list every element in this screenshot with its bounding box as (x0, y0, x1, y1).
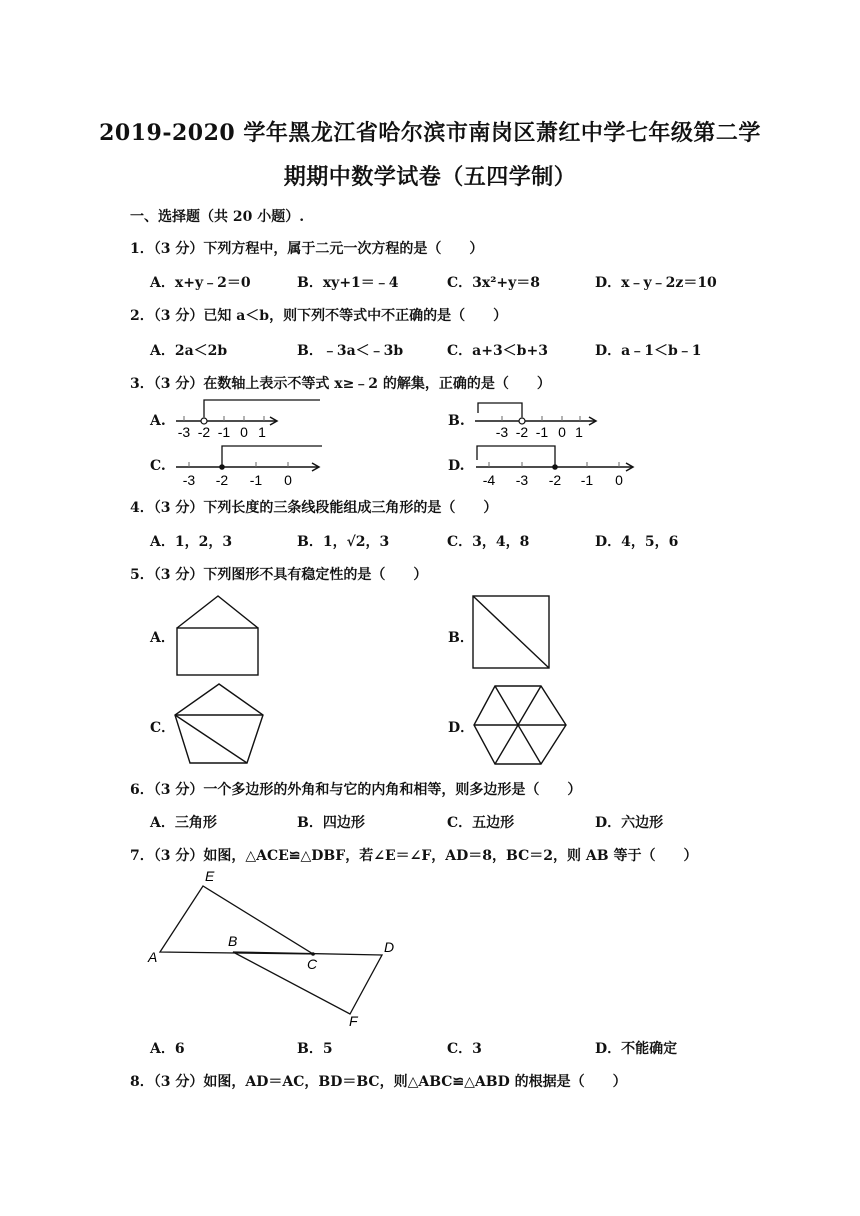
q3-option-d-letter: D. (448, 458, 465, 474)
section-heading: 一、选择题（共 20 小题）. (130, 209, 305, 225)
q7-option-c: C．3 (447, 1041, 482, 1057)
q3-option-b-letter: B. (448, 413, 465, 429)
q4-stem: 4．（3 分）下列长度的三条线段能组成三角形的是（ ） (130, 500, 498, 516)
q3-c-tick-label: 0 (284, 472, 292, 488)
q3-c-tick-label: -3 (182, 472, 196, 488)
q3-d-tick-label: -3 (515, 472, 529, 488)
q3-b-tick-label: -2 (515, 424, 529, 440)
q4-option-c: C．3，4，8 (447, 534, 530, 550)
q7-label-f: F (349, 1013, 358, 1029)
q2-stem: 2．（3 分）已知 a＜b，则下列不等式中不正确的是（ ） (130, 308, 508, 324)
q3-a-tick-label: 0 (240, 424, 248, 440)
q3-a-tick-label: -1 (217, 424, 231, 440)
q4-option-d: D．4，5，6 (595, 534, 679, 550)
q7-label-c: C (307, 956, 318, 972)
q3-b-tick-label: 0 (558, 424, 566, 440)
q7-label-d: D (384, 939, 395, 955)
q6-option-b: B．四边形 (297, 815, 365, 831)
q5-option-a-letter: A． (150, 630, 175, 646)
q6-option-d: D．六边形 (595, 815, 664, 831)
q7-option-b: B．5 (297, 1041, 333, 1057)
q1-option-c: C．3x²+y＝8 (447, 275, 540, 291)
q7-label-a: A (148, 949, 158, 965)
q3-a-tick-label: 1 (258, 424, 266, 440)
q2-option-b: B．﹣3a＜﹣3b (297, 343, 404, 359)
q3-b-tick-label: -1 (535, 424, 549, 440)
q6-stem: 6．（3 分）一个多边形的外角和与它的内角和相等，则多边形是（ ） (130, 782, 582, 798)
q1-option-a: A．x+y﹣2＝0 (150, 275, 251, 291)
q2-option-c: C．a+3＜b+3 (447, 343, 548, 359)
q1-stem: 1．（3 分）下列方程中，属于二元一次方程的是（ ） (130, 241, 484, 257)
q7-option-a: A．6 (150, 1041, 185, 1057)
q8-stem: 8．（3 分）如图，AD＝AC，BD＝BC，则△ABC≌△ABD 的根据是（ ） (130, 1074, 627, 1090)
q1-option-d: D．x﹣y﹣2z＝10 (595, 275, 717, 291)
q4-option-a: A．1，2，3 (150, 534, 233, 550)
q2-option-a: A．2a＜2b (150, 343, 228, 359)
q3-option-a-letter: A. (150, 413, 166, 429)
q5-option-b-letter: B． (448, 630, 474, 646)
q5-option-d-letter: D． (448, 720, 475, 736)
q5-stem: 5．（3 分）下列图形不具有稳定性的是（ ） (130, 567, 428, 583)
q6-option-c: C．五边形 (447, 815, 515, 831)
q7-stem: 7．（3 分）如图，△ACE≌△DBF，若∠E＝∠F，AD＝8，BC＝2，则 AB 等于（ ） (130, 848, 698, 864)
paper-title-line-2: 期期中数学试卷（五四学制） (283, 164, 577, 190)
q3-b-tick-label: -3 (495, 424, 509, 440)
q3-option-c-letter: C. (150, 458, 166, 474)
q6-option-a: A．三角形 (150, 815, 217, 831)
q1-option-b: B．xy+1＝﹣4 (297, 275, 399, 291)
q4-option-b: B．1，√2，3 (297, 534, 390, 550)
q3-c-tick-label: -2 (215, 472, 229, 488)
q3-c-tick-label: -1 (249, 472, 263, 488)
q3-d-tick-label: -1 (580, 472, 594, 488)
q3-b-tick-label: 1 (575, 424, 583, 440)
q3-d-tick-label: 0 (615, 472, 623, 488)
q3-stem: 3．（3 分）在数轴上表示不等式 x≥﹣2 的解集，正确的是（ ） (130, 376, 551, 392)
q3-d-tick-label: -2 (548, 472, 562, 488)
q3-a-tick-label: -3 (177, 424, 191, 440)
q3-a-tick-label: -2 (197, 424, 211, 440)
paper-title-line-1: 2019-2020 学年黑龙江省哈尔滨市南岗区萧红中学七年级第二学 (99, 120, 761, 146)
q2-option-d: D．a﹣1＜b﹣1 (595, 343, 702, 359)
q7-option-d: D．不能确定 (595, 1041, 678, 1057)
q5-option-c-letter: C． (150, 720, 176, 736)
q3-d-tick-label: -4 (482, 472, 496, 488)
q7-label-b: B (228, 933, 238, 949)
q7-label-e: E (205, 868, 215, 884)
